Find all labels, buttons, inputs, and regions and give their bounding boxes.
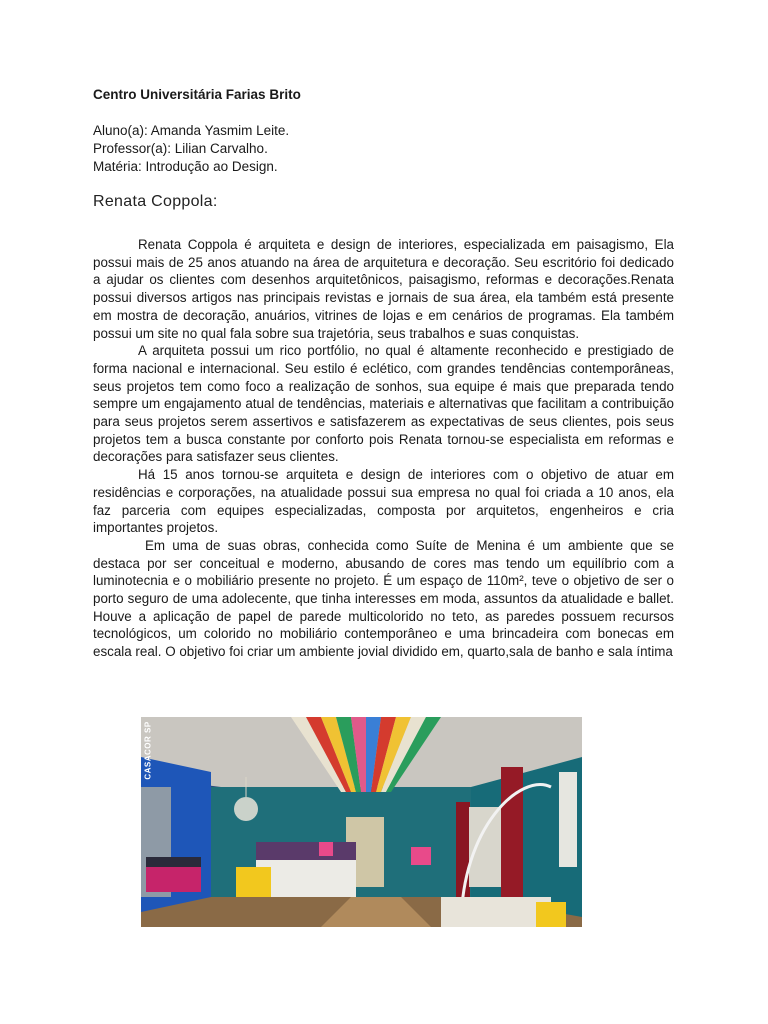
paragraph-4: Em uma de suas obras, conhecida como Suíte de Menina é um ambiente que se destaca por ser conceitual e moderno, abusando de cores mas tendo um equilíbrio com a luminotecnia e o mobiliário presente no projeto. É um espaço de 110m², teve o objetivo de ser o porto seguro de uma adolecente, que tinha interesses em moda, assuntos da atualidade e ballet. Houve a aplicação de papel de parede multicolorido no teto, as paredes possuem recursos tecnológicos, um colorido no mobiliário contemporâneo e uma brincadeira com bonecas em escala real. O objetivo foi criar um ambiente jovial dividido em, quarto,sala de banho e sala íntima — [93, 537, 674, 660]
room-photo — [141, 717, 582, 927]
paragraph-1: Renata Coppola é arquiteta e design de interiores, especializada em paisagismo, Ela possui mais de 25 anos atuando na área de arquitetura e decoração. Seu escritório foi dedicado a ajudar os clientes com desenhos arquitetônicos, paisagismo, reformas e decorações.Renata possui diversos artigos nas principais revistas e jornais de sua área, ela também está presente em mostra de decoração, anuários, vitrines de lojas e em cenários de programas. Ela também possui um site no qual fala sobre sua trajetória, seus trabalhos e suas conquistas. — [93, 237, 674, 341]
subject-line: Matéria: Introdução ao Design. — [93, 159, 278, 174]
body-text — [93, 236, 674, 661]
paragraph-3: Há 15 anos tornou-se arquiteta e design de interiores com o objetivo de atuar em residências e corporações, na atualidade possui sua empresa no qual foi criada a 10 anos, ela faz parceria com equipes especializadas, composta por arquitetos, engenheiros e cria importantes projetos. — [93, 467, 674, 536]
watermark-text: CASACOR SP — [143, 720, 153, 780]
author-info — [93, 122, 289, 176]
student-line: Aluno(a): Amanda Yasmim Leite. — [93, 123, 290, 138]
room-illustration — [141, 717, 582, 927]
professor-line: Professor(a): Lilian Carvalho. — [93, 141, 268, 156]
photo-watermark — [143, 720, 153, 780]
section-heading: Renata Coppola: — [93, 193, 218, 210]
institution-title: Centro Universitária Farias Brito — [93, 87, 301, 102]
paragraph-2: A arquiteta possui um rico portfólio, no qual é altamente reconhecido e prestigiado de forma nacional e internacional. Seu estilo é eclético, com grandes tendências contemporâneas, seus projetos tem como foco a realização de sonhos, sua equipe é mais que preparada tendo sempre um engajamento atual de tendências, materiais e alternativas que facilitam a contribuição para seus projetos serem assertivos e satisfazerem as expectativas de seus clientes, pois seus projetos tem a busca constante por conforto pois Renata tornou-se especialista em reformas e decorações para satisfazer seus clientes. — [93, 343, 674, 465]
